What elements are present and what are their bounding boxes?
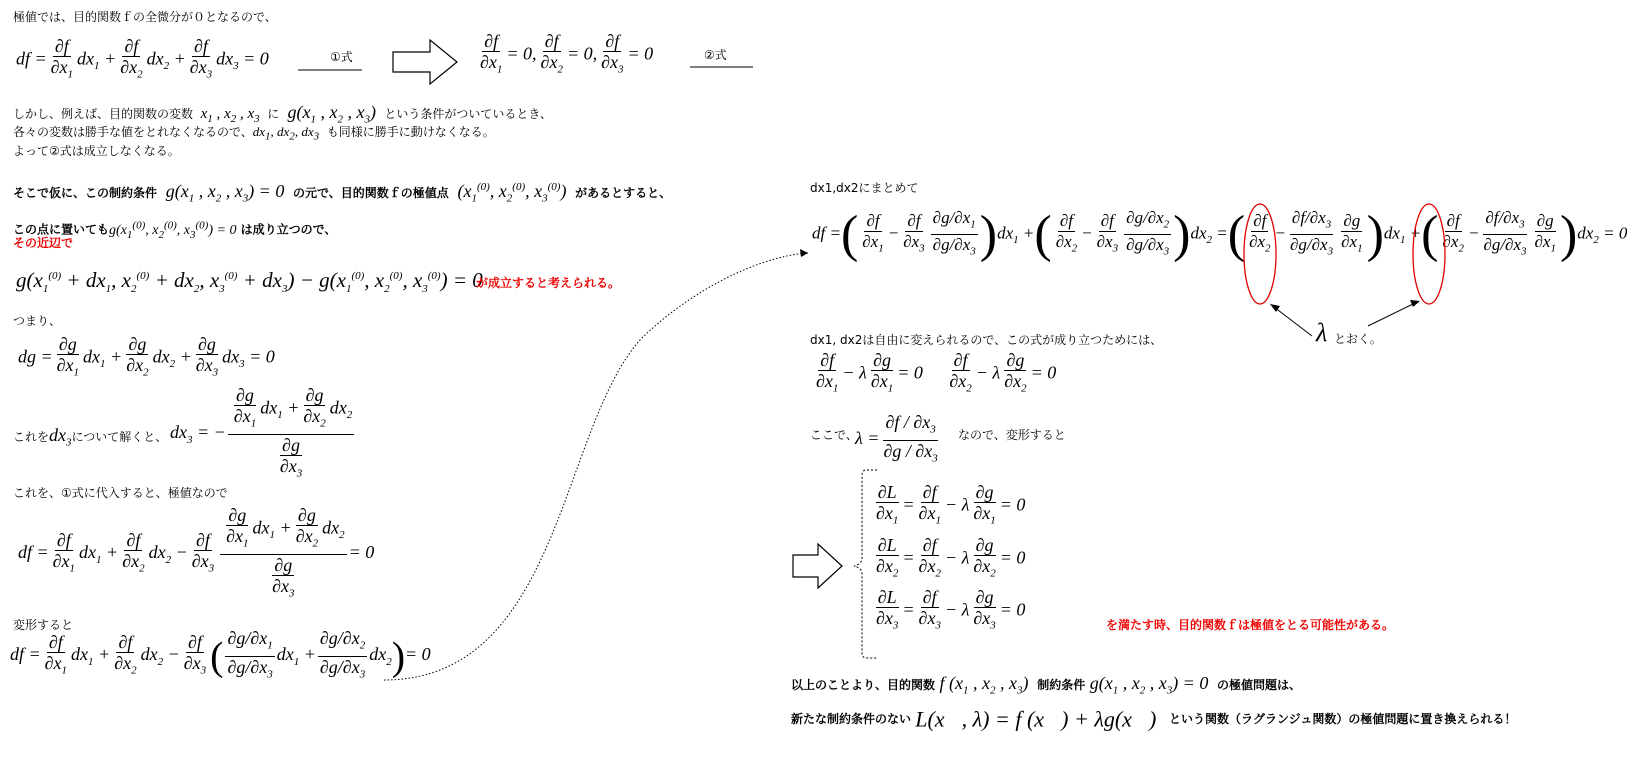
arrow-right-icon (393, 40, 457, 84)
line-eq2-fails: よって②式は成立しなくなる。 (13, 144, 180, 158)
total-differential-eq: df = $\frac{\partial f}{\partial x_1}$ $dx_1$ + $\frac{\partial f}{\partial x_2}$ $dx_2$ + $\frac{\partial f}{\partial x_3}$ $dx_3 = 0$ (16, 36, 269, 81)
line-each-variable: 各々の変数は勝手な値をとれなくなるので、$dx_1$, $dx_2$, $dx_3$ も同様に勝手に動けなくなる。 (13, 124, 495, 143)
substituted-eq: df = $\frac{\partial f}{\partial x_1}$ $dx_1$ + $\frac{\partial f}{\partial x_2}$ $dx_2$ − $\frac{\partial f}{\partial x_3}$ $\frac{\partial g}{\partial x_1}$ $dx_1$ + $\frac{\partial g}{\partial x_2}$ $dx_2$ $\frac{\partial g}{\partial x_3}$ = 0 (18, 505, 375, 600)
line-however: しかし、例えば、目的関数の変数 $x_1$ , $x_2$ , $x_3$ に $g(x_1$ , $x_2$ , $x_3$) という条件がついているとき、 (13, 102, 552, 126)
lambda-note: とおく。 (1334, 332, 1382, 346)
line-collect: dx1,dx2にまとめて (810, 181, 919, 195)
connector-curve (384, 253, 808, 680)
line-namely: つまり、 (13, 314, 62, 328)
line-then-transform: なので、変形すると (958, 428, 1066, 442)
intro-line: 極値では、目的関数ｆの全微分が０となるので、 (13, 10, 277, 24)
line-here: ここで、 (810, 428, 858, 442)
highlight-ellipse (1413, 204, 1445, 304)
line-substitute: これを、①式に代入すると、極値なので (13, 486, 228, 500)
partials-zero-eq: $\frac{\partial f}{\partial x_1}$ = 0, $\frac{\partial f}{\partial x_2}$ = 0, $\frac{\partial f}{\partial x_3}$ = 0 (480, 31, 654, 76)
line-at-point: この点に置いても$g(x_1^{(0)}$, $x_2^{(0)}$, $x_3^{(0)}) = 0$ は成り立つので、 (13, 219, 337, 241)
line-transform: 変形すると (13, 618, 74, 632)
eq1-tag: ①式 (330, 50, 353, 64)
line-solve-dx3: これを$dx_3$について解くと、 (13, 425, 168, 449)
collected-eq: df =( $\frac{\partial f}{\partial x_1}$ − $\frac{\partial f}{\partial x_3}$ $\frac{\partial g/\partial x_1}{\partial g/\partial x_3}$ )$dx_1$ +( $\frac{\partial f}{\partial x_2}$ − $\frac{\partial f}{\partial x_3}$ $\frac{\partial g/\partial x_2}{\partial g/\partial x_3}$ )$dx_2$ =( $\frac{\partial f}{\partial x_2}$ − $\frac{\partial f/\partial x_3}{\partial g/\partial x_3}$ $\frac{\partial g}{\partial x_1}$ )$dx_1$ +( $\frac{\partial f}{\partial x_2}$ − $\frac{\partial f/\partial x_3}{\partial g/\partial x_3}$ $\frac{\partial g}{\partial x_1}$ )$dx_2 = 0$ (812, 206, 1627, 263)
arrow-right-icon (793, 544, 842, 588)
dashed-brace (854, 470, 877, 658)
line-conclusion: 以上のことより、目的関数 f ($x_1$ , $x_2$ , $x_3$) 制約条件 $g(x_1$ , $x_2$ , $x_3) = 0$ の極値問題は、 (791, 673, 1302, 697)
dx3-solution: $dx_3$ = − $\frac{\partial g}{\partial x_1}$ $dx_1$ + $\frac{\partial g}{\partial x_2}$ $dx_2$ $\frac{\partial g}{\partial x_3}$ (170, 385, 353, 480)
dg-eq: dg = $\frac{\partial g}{\partial x_1}$ $dx_1$ + $\frac{\partial g}{\partial x_2}$ $dx_2$ + $\frac{\partial g}{\partial x_3}$ $dx_3 = 0$ (18, 334, 275, 379)
line-constraint: そこで仮に、この制約条件 $g(x_1$ , $x_2$ , $x_3) = 0$ の元で、目的関数ｆの極値点 ($x_1^{(0)}$, $x_2^{(0)}$, $x_3^{(0)}$) があるとすると、 (13, 181, 672, 205)
lambda-definition: λ = $\frac{\partial f / \partial x_3}{\partial g / \partial x_3}$ (855, 412, 938, 465)
line-lagrangian: 新たな制約条件のない L(x⃗, λ) = f (x⃗) + λg(x⃗) という関数（ラグランジュ関数）の極値問題に置き換えられる！ (791, 706, 1517, 732)
line-holds: が成立すると考えられる。 (476, 276, 621, 290)
line-near: その近辺で (13, 236, 74, 250)
lagrange-system: $\frac{\partial L}{\partial x_1}$ = $\frac{\partial f}{\partial x_1}$ − λ $\frac{\partial g}{\partial x_1}$ = 0 $\frac{\partial L}{\partial x_2}$ = $\frac{\partial f}{\partial x_2}$ − λ $\frac{\partial g}{\partial x_2}$ = 0 $\frac{\partial L}{\partial x_3}$ = $\frac{\partial f}{\partial x_3}$ − λ $\frac{\partial g}{\partial x_3}$ = 0 (876, 482, 1026, 632)
neighborhood-eq: $g(x_1^{(0)} + dx_1$, $x_2^{(0)} + dx_2$, $x_3^{(0)} + dx_3) - g(x_1^{(0)}$, $x_2^{(0)}$, $x_3^{(0)}) = 0$ (16, 268, 483, 296)
line-satisfies: を満たす時、目的関数ｆは極値をとる可能性がある。 (1106, 618, 1395, 632)
stationary-conditions: $\frac{\partial f}{\partial x_1}$ − λ $\frac{\partial g}{\partial x_1}$ = 0 $\frac{\partial f}{\partial x_2}$ − λ $\frac{\partial g}{\partial x_2}$ = 0 (816, 350, 1057, 395)
highlight-ellipse (1244, 204, 1276, 304)
line-free-dx: dx1, dx2は自由に変えられるので、この式が成り立つためには、 (810, 333, 1163, 347)
eq2-tag: ②式 (704, 48, 727, 62)
lambda-symbol: λ (1316, 318, 1328, 347)
transformed-eq: df = $\frac{\partial f}{\partial x_1}$ $dx_1$ + $\frac{\partial f}{\partial x_2}$ $dx_2$ − $\frac{\partial f}{\partial x_3}$ ( $\frac{\partial g/\partial x_1}{\partial g/\partial x_3}$ $dx_1$ + $\frac{\partial g/\partial x_2}{\partial g/\partial x_3}$ $dx_2)= 0$ (10, 628, 431, 681)
